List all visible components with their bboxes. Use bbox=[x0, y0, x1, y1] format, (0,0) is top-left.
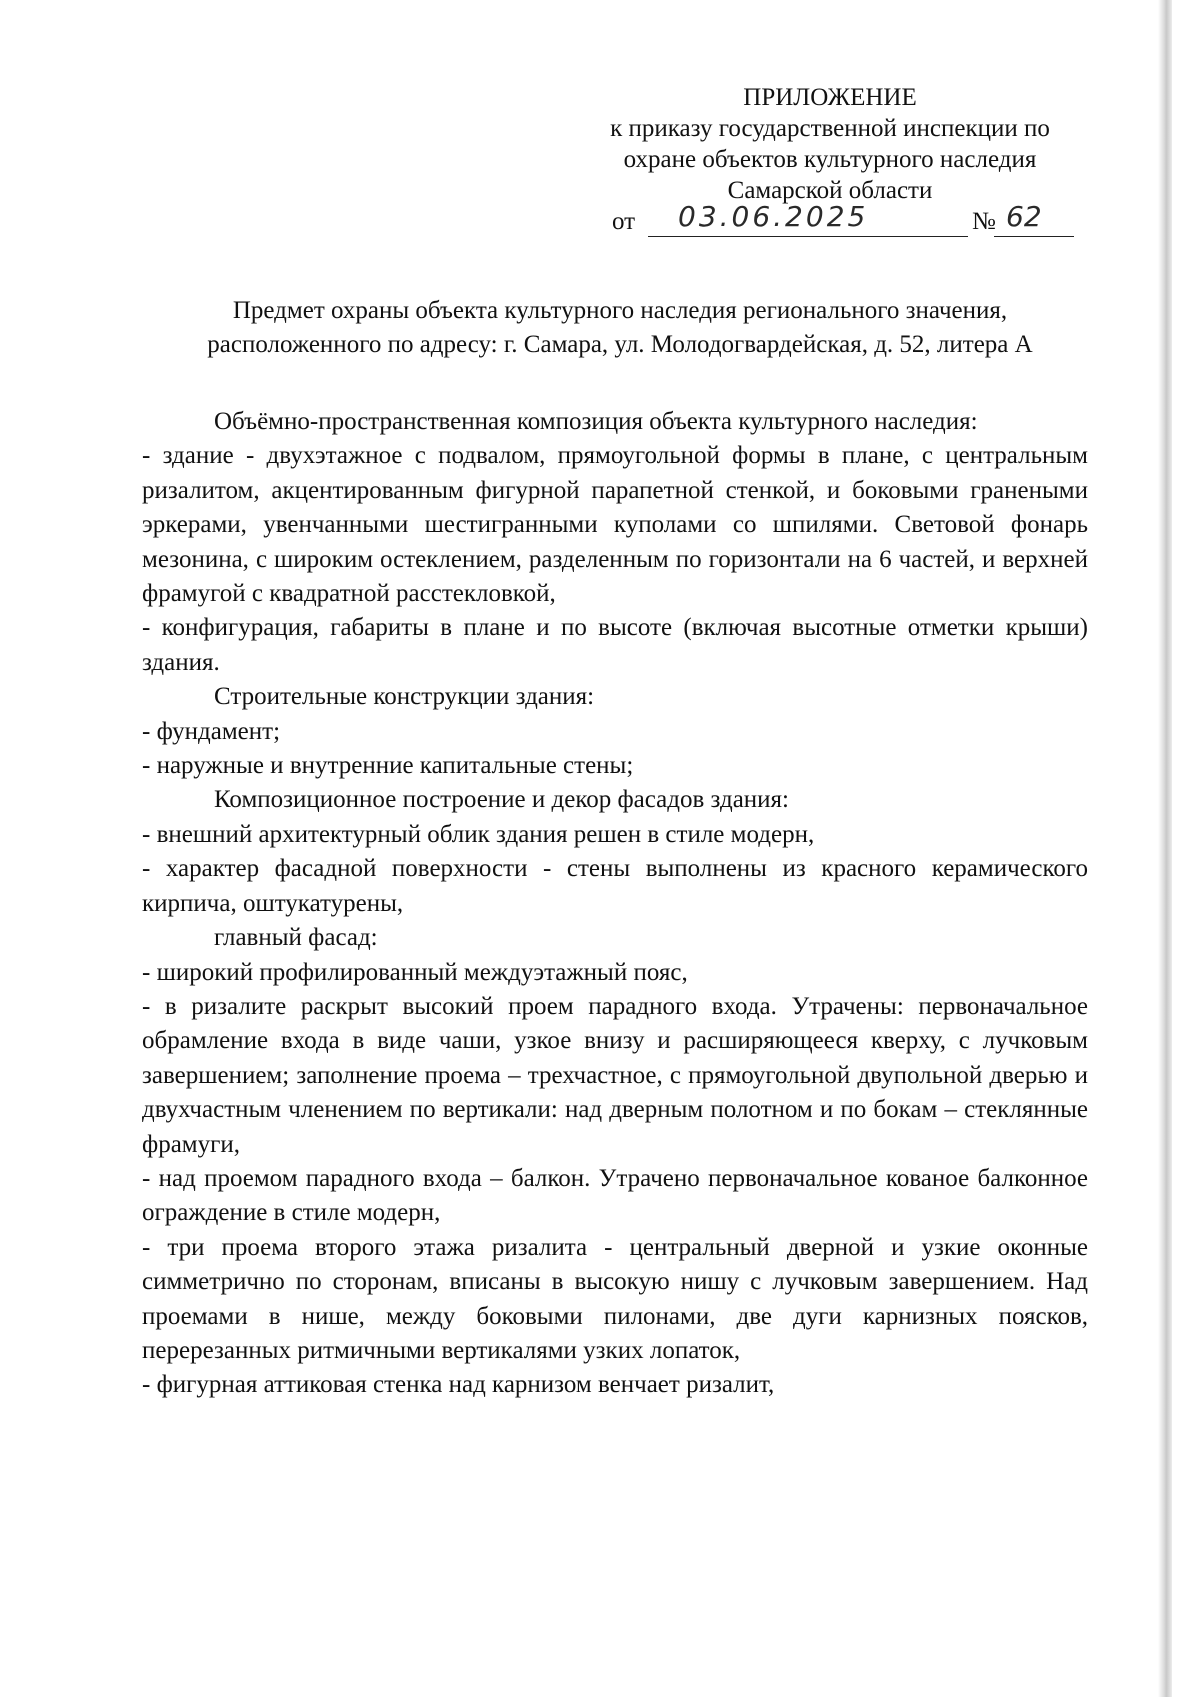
list-item-entrance: - в ризалите раскрыт высокий проем парадного входа. Утрачены: первоначальное обрамление входа в виде чаши, узкое внизу и расширяющееся кверху, с лучковым завершением; заполнение проема – трехчастное, с прямоугольной двупольной дверью и двухчастным членением по вертикали: над дверным полотном и по бокам – стеклянные фрамуги, bbox=[142, 992, 1088, 1158]
list-item-foundation: - фундамент; bbox=[142, 717, 281, 745]
handwritten-number: 62 bbox=[1006, 200, 1042, 233]
subject-line-1: Предмет охраны объекта культурного наследия регионального значения, bbox=[232, 297, 1008, 324]
protection-subject-title bbox=[140, 294, 1100, 362]
list-item-surface: - характер фасадной поверхности - стены выполнены из красного керамического кирпича, оштукатурены, bbox=[142, 855, 1088, 917]
list-item-walls: - наружные и внутренние капитальные стены; bbox=[142, 752, 634, 780]
subject-line-2: расположенного по адресу: г. Самара, ул. Молодогвардейская, д. 52, литера А bbox=[207, 331, 1033, 358]
appendix-header bbox=[560, 82, 1100, 206]
appendix-line-2: охране объектов культурного наследия bbox=[623, 146, 1037, 173]
list-item-configuration: - конфигурация, габариты в плане и по высоте (включая высотные отметки крыши) здания. bbox=[142, 614, 1088, 676]
handwritten-date: 03.06.2025 bbox=[678, 200, 869, 233]
section-heading-structures: Строительные конструкции здания: bbox=[214, 683, 595, 711]
list-item-balcony: - над проемом парадного входа – балкон. Утрачено первоначальное кованое балконное ограждение в стиле модерн, bbox=[142, 1164, 1088, 1227]
date-underline bbox=[648, 200, 968, 237]
appendix-title: ПРИЛОЖЕНИЕ bbox=[743, 84, 917, 111]
date-from-label: от bbox=[612, 208, 636, 235]
list-item-attic-wall: - фигурная аттиковая стенка над карнизом венчает ризалит, bbox=[142, 1371, 775, 1399]
section-heading-main-facade: главный фасад: bbox=[214, 924, 378, 952]
appendix-line-3: Самарской области bbox=[727, 177, 933, 204]
list-item-belt: - широкий профилированный междуэтажный пояс, bbox=[142, 958, 688, 986]
number-underline bbox=[994, 200, 1074, 237]
list-item-style: - внешний архитектурный облик здания решен в стиле модерн, bbox=[142, 820, 815, 848]
order-date-number-line bbox=[612, 200, 1082, 240]
list-item-building: - здание - двухэтажное с подвалом, прямоугольной формы в плане, с центральным ризалитом, акцентированным фигурной парапетной стенкой, и боковыми гранеными эркерами, увенчанными шестигранными куполами со шпилями. Световой фонарь мезонина, с широким остеклением, разделенным по горизонтали на 6 частей, и верхней фрамугой с квадратной расстекловкой, bbox=[142, 442, 1088, 608]
scan-edge-shadow bbox=[1158, 0, 1172, 1697]
document-body bbox=[142, 405, 1088, 1403]
appendix-line-1: к приказу государственной инспекции по bbox=[610, 115, 1050, 142]
section-heading-facades: Композиционное построение и декор фасадов здания: bbox=[214, 786, 789, 814]
section-heading-composition: Объёмно-пространственная композиция объекта культурного наследия: bbox=[214, 408, 978, 435]
list-item-second-floor: - три проема второго этажа ризалита - центральный дверной и узкие оконные симметрично по сторонам, вписаны в высокую нишу с лучковым завершением. Над проемами в нише, между боковыми пилонами, две дуги карнизных поясков, перерезанных ритмичными вертикалями узких лопаток, bbox=[142, 1233, 1088, 1364]
number-label: № bbox=[972, 208, 996, 235]
